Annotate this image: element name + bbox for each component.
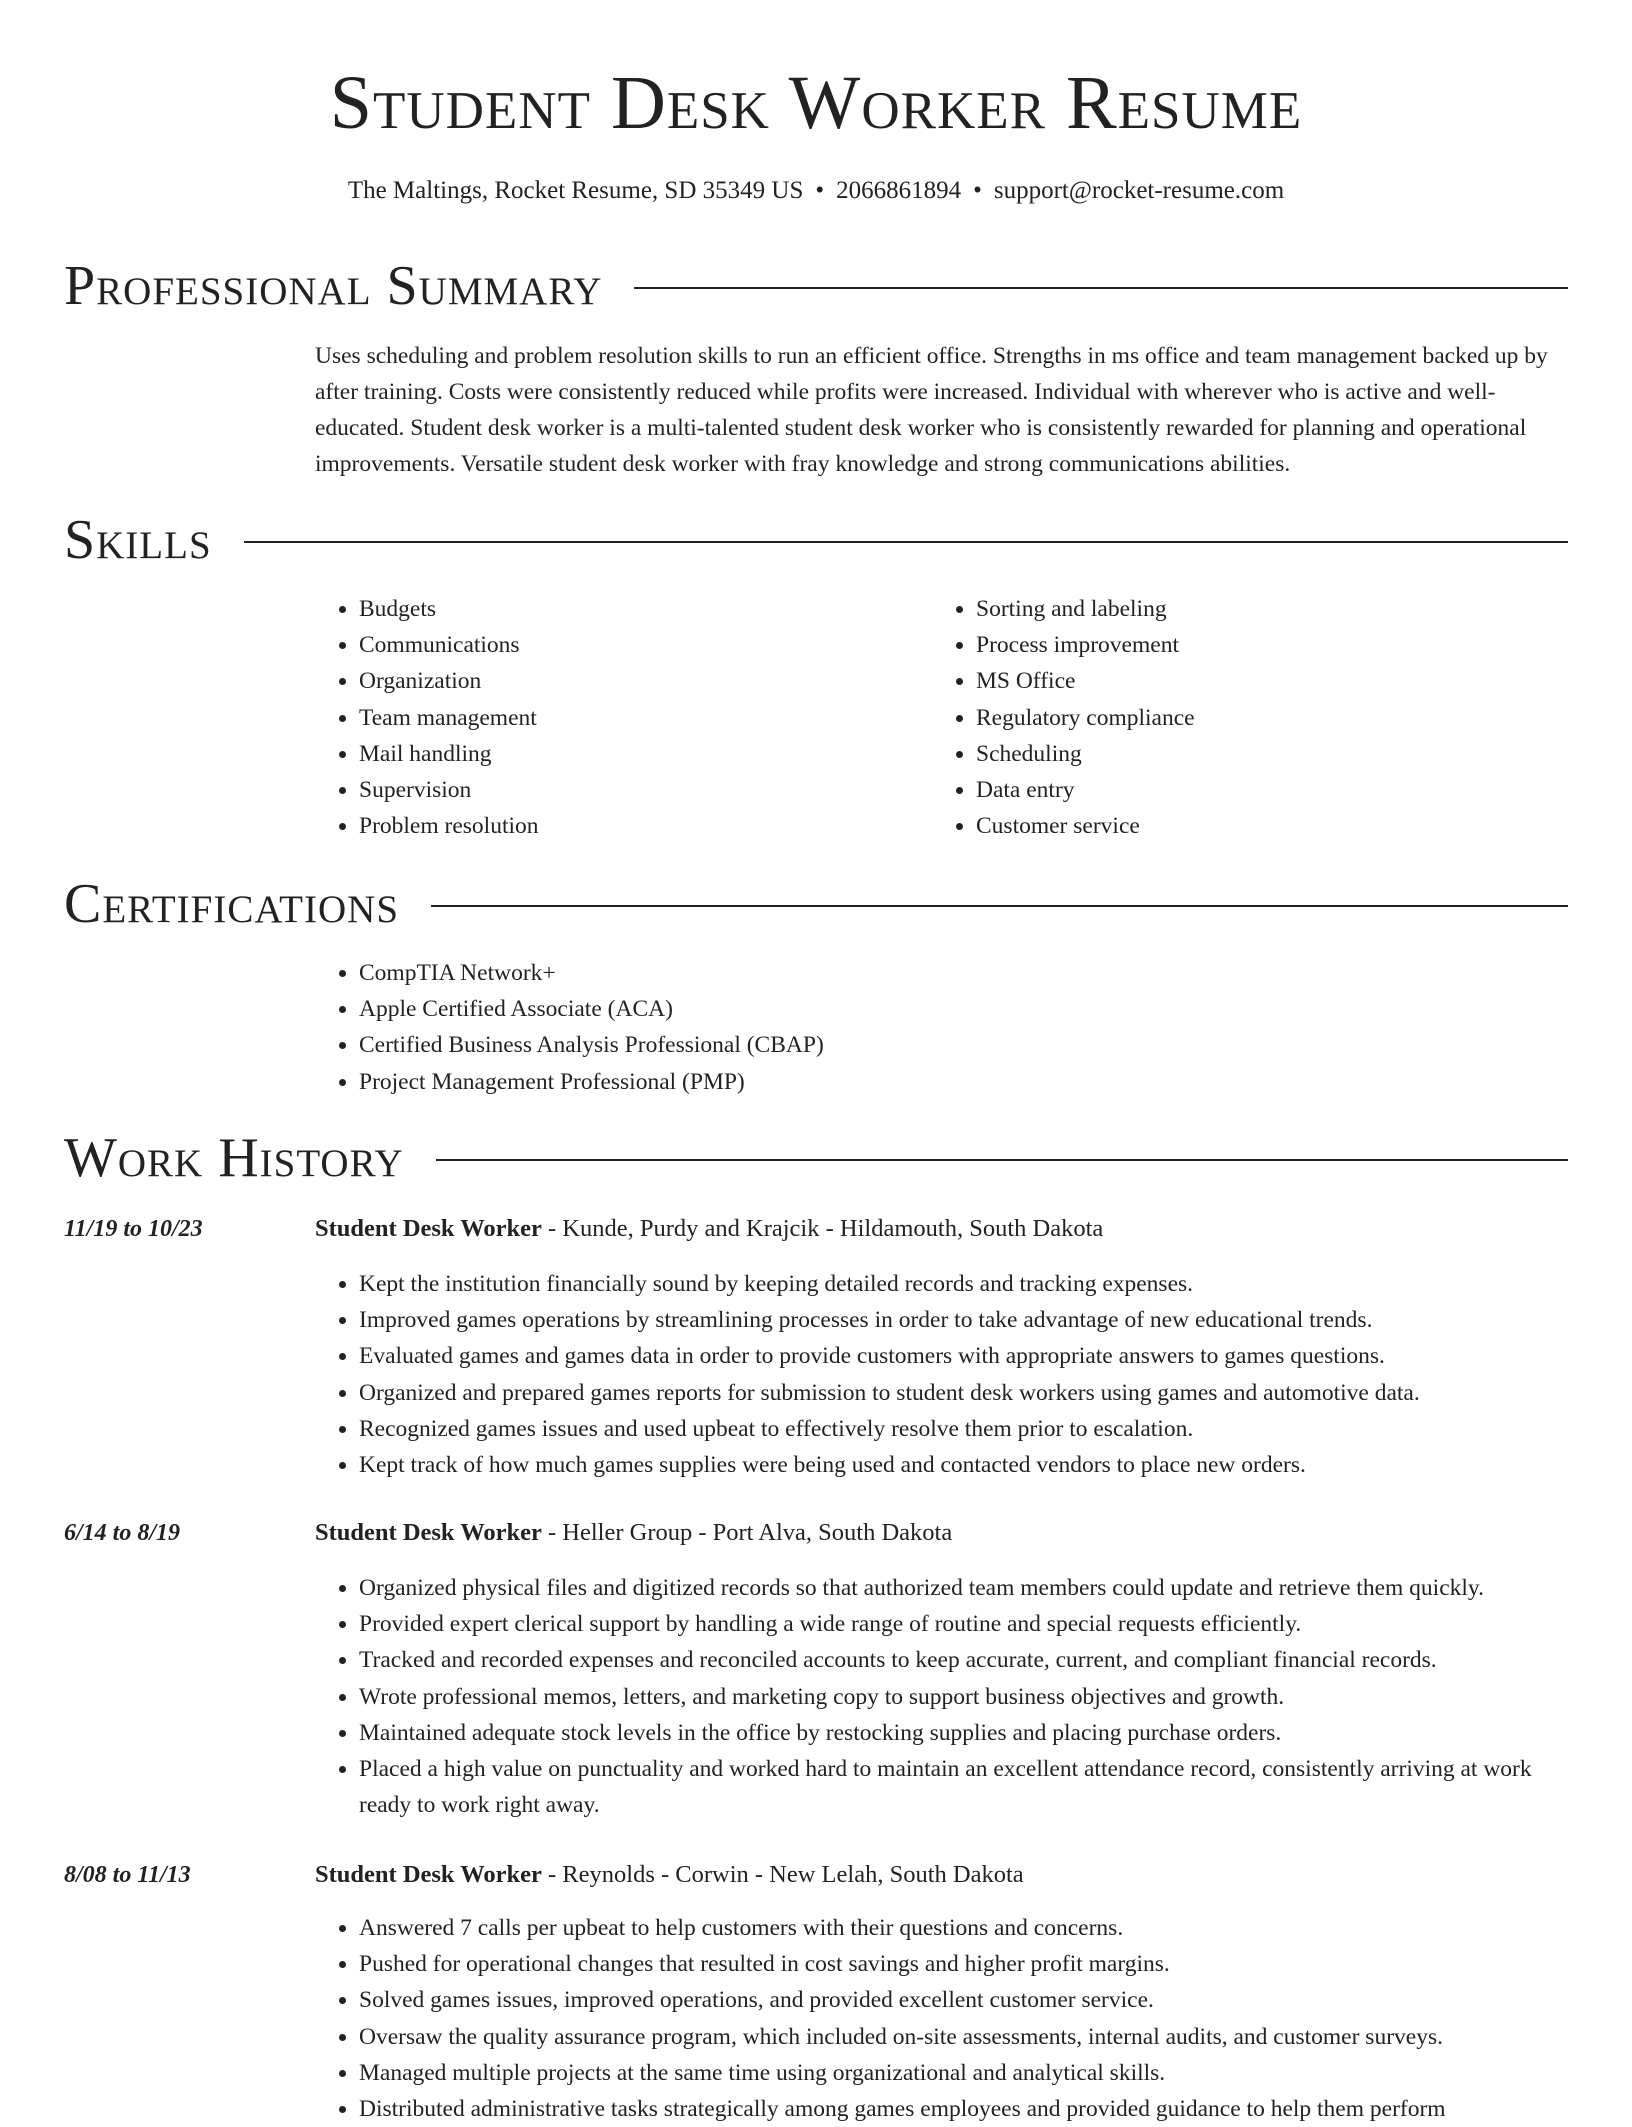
skill-item: • MS Office	[976, 663, 1195, 699]
job-duty-item: • Wrote professional memos, letters, and marketing copy to support business objectives and growth.	[359, 1679, 1575, 1715]
skill-item: • Organization	[359, 663, 539, 699]
job-dates: 11/19 to 10/23	[64, 1216, 203, 1242]
certifications-heading: Certifications	[64, 873, 400, 935]
skill-item: • Problem resolution	[359, 808, 539, 844]
job-employer: - Reynolds - Corwin - New Lelah, South Dakota	[541, 1861, 1024, 1888]
job-duty-item: • Recognized games issues and used upbeat to effectively resolve them prior to escalation.	[359, 1411, 1575, 1447]
contact-phone: 2066861894	[836, 177, 962, 204]
summary-heading: Professional Summary	[64, 255, 603, 317]
job-duty-item: • Organized and prepared games reports for submission to student desk workers using games and automotive data.	[359, 1375, 1575, 1411]
skill-item: • Communications	[359, 627, 539, 663]
job-role: Student Desk Worker	[315, 1861, 542, 1888]
work-history-heading: Work History	[64, 1127, 404, 1189]
certification-item: • CompTIA Network+	[359, 955, 824, 991]
job-duty-item: • Answered 7 calls per upbeat to help customers with their questions and concerns.	[359, 1910, 1575, 1946]
job-duties-list	[315, 1910, 1575, 2127]
job-employer: - Heller Group - Port Alva, South Dakota	[541, 1519, 953, 1546]
contact-line	[0, 174, 1632, 208]
job-duty-item: • Distributed administrative tasks strategically among games employees and provided guidance to help them perform	[359, 2091, 1575, 2127]
job-duty-item: • Kept track of how much games supplies were being used and contacted vendors to place new orders.	[359, 1447, 1575, 1483]
section-divider	[436, 1159, 1568, 1161]
job-duty-item: • Pushed for operational changes that resulted in cost savings and higher profit margins.	[359, 1946, 1575, 1982]
job-duty-item: • Organized physical files and digitized records so that authorized team members could update and retrieve them quickly.	[359, 1570, 1575, 1606]
skill-item: • Process improvement	[976, 627, 1195, 663]
job-duty-item: • Solved games issues, improved operations, and provided excellent customer service.	[359, 1982, 1575, 2018]
job-role: Student Desk Worker	[315, 1215, 542, 1242]
skills-list-right	[932, 591, 1195, 844]
work-history-section-header	[64, 1123, 1568, 1193]
section-divider	[431, 905, 1568, 907]
certifications-section-header	[64, 869, 1568, 939]
certifications-list	[315, 955, 824, 1100]
job-duty-item: • Maintained adequate stock levels in the office by restocking supplies and placing purchase orders.	[359, 1715, 1575, 1751]
certification-item: • Project Management Professional (PMP)	[359, 1064, 824, 1100]
job-duty-item: • Oversaw the quality assurance program, which included on-site assessments, internal audits, and customer surveys.	[359, 2019, 1575, 2055]
job-dates: 8/08 to 11/13	[64, 1862, 191, 1888]
job-role: Student Desk Worker	[315, 1519, 542, 1546]
job-header	[315, 1211, 1103, 1247]
job-header	[315, 1515, 952, 1551]
job-duty-item: • Placed a high value on punctuality and worked hard to maintain an excellent attendance record, consistently arriving at work ready to work right away.	[359, 1751, 1575, 1823]
skills-column-left	[315, 591, 539, 844]
job-duty-item: • Kept the institution financially sound by keeping detailed records and tracking expenses.	[359, 1266, 1575, 1302]
job-duties	[315, 1910, 1575, 2127]
skill-item: • Budgets	[359, 591, 539, 627]
section-divider	[634, 287, 1568, 289]
skills-list-left	[315, 591, 539, 844]
job-duties	[315, 1266, 1575, 1483]
skill-item: • Supervision	[359, 772, 539, 808]
skill-item: • Data entry	[976, 772, 1195, 808]
certification-item: • Apple Certified Associate (ACA)	[359, 991, 824, 1027]
skills-section-header	[64, 505, 1568, 575]
skills-column-right	[932, 591, 1195, 844]
skill-item: • Sorting and labeling	[976, 591, 1195, 627]
resume-title: Student Desk Worker Resume	[329, 61, 1303, 145]
skill-item: • Customer service	[976, 808, 1195, 844]
skill-item: • Scheduling	[976, 736, 1195, 772]
skill-item: • Team management	[359, 700, 539, 736]
job-duty-item: • Provided expert clerical support by handling a wide range of routine and special requests efficiently.	[359, 1606, 1575, 1642]
job-duties	[315, 1570, 1575, 1823]
contact-separator: •	[815, 177, 825, 204]
skill-item: • Mail handling	[359, 736, 539, 772]
job-duty-item: • Managed multiple projects at the same time using organizational and analytical skills.	[359, 2055, 1575, 2091]
contact-address: The Maltings, Rocket Resume, SD 35349 US	[347, 177, 804, 204]
job-duty-item: • Tracked and recorded expenses and reconciled accounts to keep accurate, current, and compliant financial records.	[359, 1642, 1575, 1678]
job-employer: - Kunde, Purdy and Krajcik - Hildamouth, South Dakota	[541, 1215, 1104, 1242]
contact-separator: •	[973, 177, 982, 204]
job-dates: 6/14 to 8/19	[64, 1520, 181, 1546]
job-duty-item: • Evaluated games and games data in order to provide customers with appropriate answers to games questions.	[359, 1338, 1575, 1374]
contact-email: support@rocket-resume.com	[993, 177, 1285, 204]
summary-text: Uses scheduling and problem resolution skills to run an efficient office. Strengths in ms office and team management backed up by after training. Costs were consistently reduced while profits were increased. Individual with wherever who is active and well-educated. Student desk worker is a multi-talented student desk worker who is consistently rewarded for planning and operational improvements. Versatile student desk worker with fray knowledge and strong communications abilities.	[315, 343, 1548, 477]
summary-section-header	[64, 251, 1568, 321]
certifications-block	[315, 955, 824, 1100]
certification-item: • Certified Business Analysis Professional (CBAP)	[359, 1027, 824, 1063]
job-duty-item: • Improved games operations by streamlining processes in order to take advantage of new educational trends.	[359, 1302, 1575, 1338]
job-duties-list	[315, 1570, 1575, 1823]
skill-item: • Regulatory compliance	[976, 700, 1195, 736]
job-header	[315, 1857, 1024, 1893]
skills-heading: Skills	[64, 509, 212, 571]
job-duties-list	[315, 1266, 1575, 1483]
section-divider	[244, 541, 1568, 543]
